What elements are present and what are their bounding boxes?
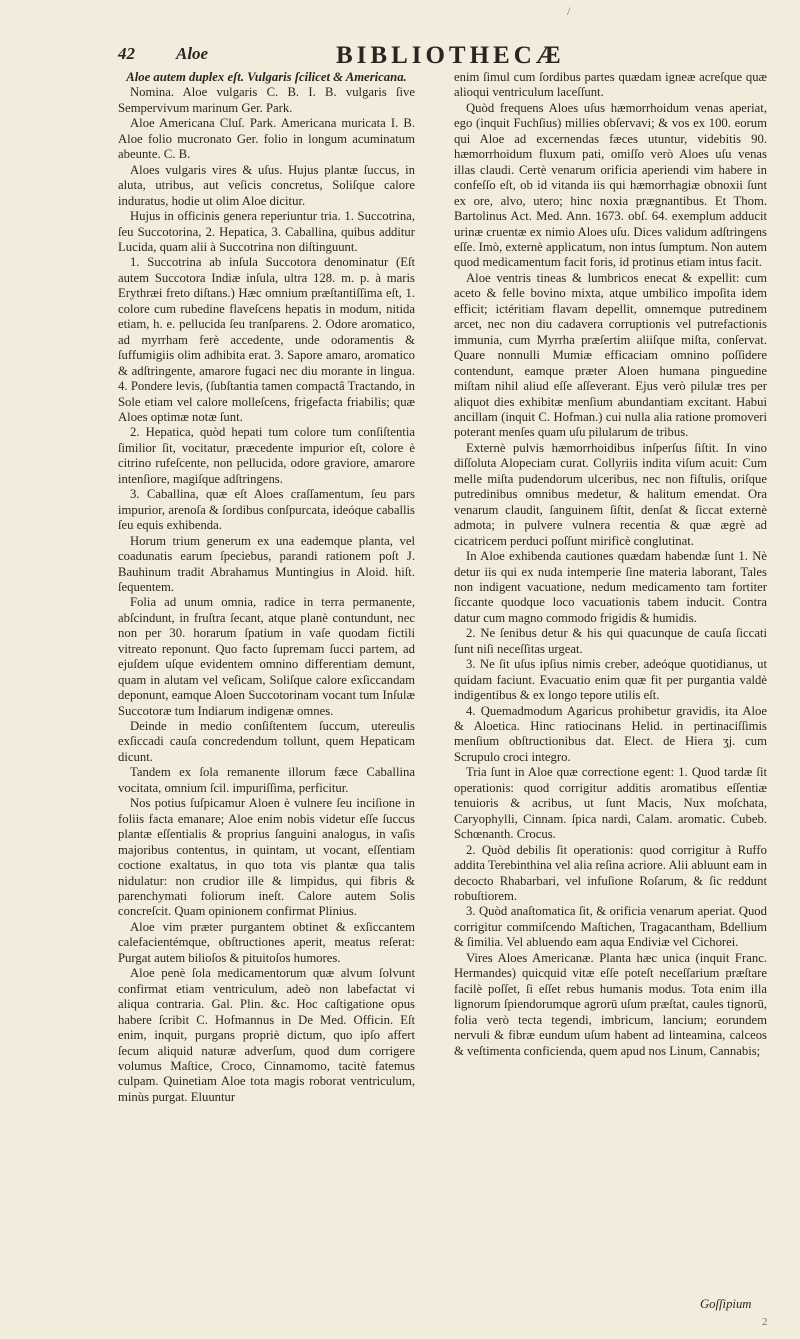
paragraph: 3. Quòd anaſtomatica ſit, & orificia venarum aperiat. Quod corrigitur commiſcendo Maſtichen, Tragacantham, Bdellium & ſimilia. Vel abluendo eam aqua Endiviæ vel Cichorei. bbox=[454, 904, 767, 950]
paragraph: Tandem ex ſola remanente illorum fæce Caballina vocitata, omnium ſcil. impuriſſima, perficitur. bbox=[118, 765, 415, 795]
paragraph: 4. Quemadmodum Agaricus prohibetur gravidis, ita Aloe & Aloetica. Hinc ratiocinans Helid. in pertinaciſſimis menſium obſtructionibus dat. Elect. de Hiera ʒj. cum Scrupulo croci integro. bbox=[454, 703, 767, 764]
paragraph: Tria ſunt in Aloe quæ correctione egent: 1. Quod tardæ ſit operationis: quod corrigitur additis aromatibus eſſentiæ tenuioris & acribus, ut ſunt Macis, Nux moſchata, Caryophylli, Cinnam. ſpica nardi, Calam. aromatic. Cubeb. Schœnanth. Crocus. bbox=[454, 765, 767, 842]
running-header bbox=[118, 40, 760, 72]
paragraph: Externè pulvis hæmorrhoidibus inſperſus ſiſtit. In vino diſſoluta Alopeciam curat. Collyriis indita viſum acuit: Cum melle miſta pudendorum ulceribus, nec non fiſtulis, oriſque putredinibus omnibus medetur, & halitum emendat. Ora venarum claudit, ſanguinem ſiſtit, denſat & ſiccat externè admota; in pulvere vulnera recentia & quæ ægrè ad cicatricem perduci poſſunt mirificè conglutinat. bbox=[454, 440, 767, 548]
paragraph: 2. Quòd debilis ſit operationis: quod corrigitur à Ruffo addita Terebinthina vel alia reſina acriore. Alii abluunt eam in decocto Rhabarbari, vel infuſione Roſarum, & ſic reddunt robuſtiorem. bbox=[454, 842, 767, 904]
page-number: 42 bbox=[118, 44, 135, 63]
left-column bbox=[118, 70, 415, 1105]
paragraph: In Aloe exhibenda cautiones quædam habendæ ſunt 1. Nè detur iis qui ex nuda intemperie ſine materia laborant, Tales non indigent vacuatione, nedum medicamento tam fortiter ſiccante quodque loco vacuationis tabem inducit. Contra datur cum magno commodo frigidis & humidis. bbox=[454, 549, 767, 625]
paragraph: 2. Hepatica, quòd hepati tum colore tum conſiſtentia ſimilior ſit, vocitatur, præcedente impurior eſt, colore è citrino rufeſcente, non pellucida, odore graviore, amarore intenſiore, magiſque adſtringens. bbox=[118, 425, 415, 486]
section-heading: Aloe autem duplex eſt. Vulgaris ſcilicet & Americana. bbox=[126, 70, 407, 84]
paragraph: 3. Ne ſit uſus ipſius nimis creber, adeóque quotidianus, ut quidam faciunt. Evacuatio enim quæ fit per purgantia valdè indigentibus & ex longo tepore utilis eſt. bbox=[454, 657, 767, 703]
paragraph: Nos potius ſuſpicamur Aloen è vulnere ſeu inciſione in foliis facta emanare; Aloe enim nobis videtur eſſe ſuccus plantæ eſſentialis & proprius ſanguini analogus, in vaſis majoribus contentus, in quintam, ut vocant, eſſentiam coctione exaltatus, in quo tota vis plantæ qua talis nidulatur: non crudior ille & limpidus, qui fibris & parenchymati foliorum ineſt. Calore autem Solis concreſcit. Quam opinionem confirmat Plinius. bbox=[118, 796, 415, 919]
paragraph: Vires Aloes Americanæ. Planta hæc unica (inquit Franc. Hermandes) quicquid vitæ eſſe poteſt neceſſarium præſtare facilè poſſet, ſi eſſet rebus humanis modus. Tota enim illa lignorum ſpiendorumque agrorū uſum præſtat, caules tignorū, folia verò tecta tegendi, imbricum, lancium; eorundem nervuli & fibræ eundum uſum habent ad linteamina, calceos & veſtimenta conficienda, quem apud nos Linum, Cannabis; bbox=[454, 950, 767, 1058]
paragraph: Aloe ventris tineas & lumbricos enecat & expellit: cum aceto & felle bovino mixta, atque umbilico impoſita idem efficit; ictéritiam flavam depellit, omnemque putredinem arcet, nec non diu cadavera corruptionis vel putrefactionis immunia, cum Myrrha præſertim aliiſque miſta, conſervat. Quare nonnulli Mumiæ efficaciam omnino poſſidere contendunt, eamque præter Aloen humana pinguedine miſtam nihil aliud eſſe aſſeverant. Ejus verò pilulæ tres per aliquot dies exhibitæ menſium abundantiam excitant. Habui ancillam (inquit C. Hofman.) cui nulla alia ratione promoveri poterant menſes quam uſu pilularum de tribus. bbox=[454, 270, 767, 440]
paragraph: Aloe vim præter purgantem obtinet & exſiccantem calefacientémque, obſtructiones aperit, meatus reſerat: Purgat autem bilioſos & pituitoſos humores. bbox=[118, 919, 415, 965]
right-column bbox=[454, 70, 767, 1059]
paragraph: Horum trium generum ex una eademque planta, vel coadunatis earum ſpeciebus, parandi rationem poſt J. Bauhinum tradit Abrahamus Muntingius in Aloid. hiſt. ſequentem. bbox=[118, 533, 415, 594]
paragraph: Aloe Americana Cluſ. Park. Americana muricata I. B. Aloe folio mucronato Ger. folio in longum acuminatum abeunte. C. B. bbox=[118, 116, 415, 162]
paragraph: Quòd frequens Aloes uſus hæmorrhoidum venas aperiat, ego (inquit Fuchſius) millies obſervavi; & vos ex 100. eorum qui Aloe ad excernendas fæces utuntur, videbitis 90. hæmorrhoidum fluxum pati, omiſſo verò Aloes uſu venas illas claudi. Certè venarum orificia aperiendi vim habere in confeſſo eſt, ob id vitanda iis qui hæmorrhagiæ obnoxii ſunt ex ore, alvo, utero; hinc noxia prægnantibus. Et Thom. Bartolinus Act. Med. Ann. 1673. obſ. 64. exemplum adducit urinæ cruentæ ex nimio Aloes uſu. Dices validum adſtringens eſſe. Imò, externè applicatum, non intus ſumptum. Non autem quod medicamentum facit foris, id protinus etiam intus facit. bbox=[454, 100, 767, 270]
paragraph: Deinde in medio conſiſtentem ſuccum, utereulis exſiccadi cauſa concredendum tollunt, quem Hepaticam dicunt. bbox=[118, 719, 415, 764]
signature-mark: 2 bbox=[762, 1316, 768, 1328]
paragraph: 1. Succotrina ab inſula Succotora denominatur (Eſt autem Succotora Indiæ inſula, ultra 128. m. p. à maris Erythræi freto diſtans.) Hæc omnium præſtantiſſima eſt, 1. colore cum rubedine flaveſcens hepatis in modum, nitida etiam, h. e. pellucida ſeu tranſparens. 2. Odore aromatico, ad myrrham ferè accedente, unde odoramentis & ſuffumigiis olim adhibita erat. 3. Sapore amaro, aromatico & adſtringente, amarore fugaci nec diu morante in lingua. 4. Pondere levis, (ſubſtantia tamen compactâ Tractando, in Sole etiam vel calore molleſcens, frigefacta friabilis; quæ Aloes optimæ notæ ſunt. bbox=[118, 255, 415, 424]
running-title: BIBLIOTHECÆ bbox=[336, 42, 565, 69]
paragraph: 3. Caballina, quæ eſt Aloes craſſamentum, ſeu pars impurior, arenoſa & ſordibus conſpurcata, ideóque caballis ſeu equis exhibenda. bbox=[118, 487, 415, 533]
paragraph: Nomina. Aloe vulgaris C. B. I. B. vulgaris ſive Sempervivum marinum Ger. Park. bbox=[118, 85, 415, 115]
header-keyword: Aloe bbox=[176, 44, 209, 63]
paragraph: Aloe penè ſola medicamentorum quæ alvum ſolvunt confirmat etiam ventriculum, adeò non labefactat vi aliqua contraria. Gal. Plin. &c. Hoc caſtigatione opus habere ſcribit C. Hofmannus in De Med. Officin. Eſt enim, inquit, purgans propriè dictum, quo ipſo affert ſecum aliquid naturæ adverſum, quod dum corrigere volumus Maſtice, Croco, Cinnamomo, tacitè fatemus culpam. Quinetiam Aloe tota magis roborat ventriculum, minùs purgat. Eluuntur bbox=[118, 966, 415, 1104]
paragraph: enim ſimul cum ſordibus partes quædam igneæ acreſque quæ alioqui ventriculum laceſſunt. bbox=[454, 70, 767, 100]
catchword: Goſſipium bbox=[700, 1297, 752, 1311]
paragraph: Hujus in officinis genera reperiuntur tria. 1. Succotrina, ſeu Succotorina, 2. Hepatica, 3. Caballina, quibus additur Lucida, quam alii à Succotrina non diſtinguunt. bbox=[118, 209, 415, 254]
paragraph: 2. Ne ſenibus detur & his qui quacunque de cauſa ſiccati ſunt niſi neceſſitas urgeat. bbox=[454, 626, 767, 656]
paragraph: Aloes vulgaris vires & uſus. Hujus plantæ ſuccus, in aluta, utribus, aut veſicis concretus, Soliſque calore induratus, hodie ut olim Aloe dicitur. bbox=[118, 162, 415, 208]
paragraph: Folia ad unum omnia, radice in terra permanente, abſcindunt, in fruſtra ſecant, atque planè contundunt, nec non per 30. horarum ſpatium in vaſe quodam fictili vitreato reponunt. Quo facto ſupremam ſucci partem, ad ejuſdem uſque evidentem omnino differentiam demunt, quam in alutam vel veſicam, Soliſque calore exſiccandam deponunt, eamque Aloen Succotorinam vocant tum Inſulæ Succotoræ tum Indiarum indigenæ omnes. bbox=[118, 595, 415, 718]
margin-mark: / bbox=[567, 4, 571, 18]
